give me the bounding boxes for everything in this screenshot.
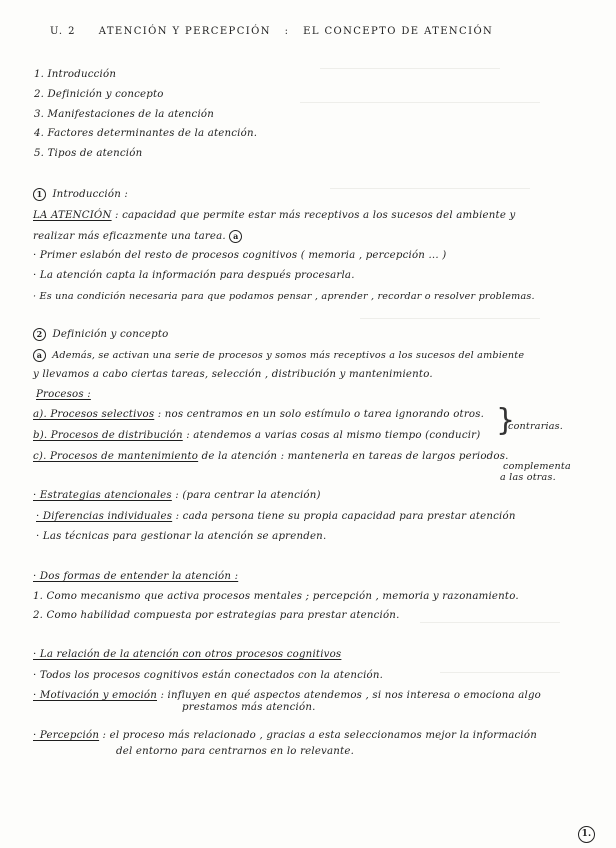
section-2-heading [33,328,168,341]
process-description: de la atención : mantenerla en tareas de largos periodos. [201,451,509,462]
bullet-point: · La atención capta la información para después procesarla. [33,270,355,281]
relation-continuation: prestamos más atención. [182,702,316,713]
process-description: : atendemos a varias cosas al mismo tiempo (conducir) [186,430,481,441]
form-item: 2. Como habilidad compuesta por estrategias para prestar atención. [33,610,400,621]
section-1-heading [33,188,128,201]
bleed-through-line [440,672,560,673]
side-annotation: a las otras. [500,472,556,483]
definition-text: : capacidad que permite estar más receptivos a los sucesos del ambiente y [115,210,516,221]
relation-item [33,730,537,741]
relation-item: · Todos los procesos cognitivos están conectados con la atención. [33,670,384,681]
bleed-through-line [320,68,500,69]
relation-name: · Percepción [33,730,100,741]
header-separator: : [284,26,290,37]
bullet-point: · Es una condición necesaria para que podamos pensar , aprender , recordar o resolver problemas. [33,291,535,302]
term-atencion: LA ATENCIÓN [33,210,112,221]
page-header [50,26,493,37]
process-name: b). Procesos de distribución [33,430,183,441]
index-item: 1. Introducción [34,69,117,80]
index-item: 5. Tipos de atención [34,148,143,159]
strategies-note: : (para centrar la atención) [175,490,321,501]
annotation-mark-icon: a [33,349,46,362]
header-subtitle: EL CONCEPTO DE ATENCIÓN [303,26,494,37]
process-item [33,409,484,420]
section-number-circle: 1 [33,188,46,201]
side-annotation: complementa [503,461,571,472]
process-name: c). Procesos de mantenimiento [33,451,199,462]
paragraph-text: Además, se activan una serie de procesos y somos más receptivos a los sucesos del ambiente [52,350,525,361]
bleed-through-line [360,318,540,319]
process-item [33,451,509,462]
form-item: 1. Como mecanismo que activa procesos mentales ; percepción , memoria y razonamiento. [33,591,519,602]
forms-heading: · Dos formas de entender la atención : [33,571,239,582]
relation-description: : influyen en qué aspectos atendemos , si nos interesa o emociona algo [160,690,542,701]
strategy-name: · Diferencias individuales [36,511,173,522]
strategy-description: : cada persona tiene su propia capacidad para prestar atención [175,511,516,522]
annotation-mark-icon: a [229,230,242,243]
paragraph-line: y llevamos a cabo ciertas tareas, selección , distribución y mantenimiento. [33,369,433,380]
page-number [578,826,598,843]
relation-description: : el proceso más relacionado , gracias a esta seleccionamos mejor la información [102,730,537,741]
paragraph-line [33,349,524,362]
index-item: 4. Factores determinantes de la atención. [34,128,258,139]
process-item [33,430,480,441]
index-item: 2. Definición y concepto [34,89,164,100]
definition-continuation [33,230,245,243]
section-2-title: Definición y concepto [52,329,169,340]
relation-name: · Motivación y emoción [33,690,157,701]
strategy-item [36,511,516,522]
unit-label: U. 2 [50,26,76,37]
strategies-title: · Estrategias atencionales [33,490,172,501]
process-name: a). Procesos selectivos [33,409,155,420]
procesos-label: Procesos : [36,389,91,400]
relation-continuation: del entorno para centrarnos en lo relevante. [116,746,355,757]
relation-item [33,690,541,701]
bleed-through-line [300,102,540,103]
brace-annotation: contrarias. [508,421,564,432]
strategies-heading [33,490,321,501]
bleed-through-line [330,188,530,189]
section-1-title: Introducción : [52,189,129,200]
header-title: ATENCIÓN Y PERCEPCIÓN [98,26,271,37]
section-number-circle: 2 [33,328,46,341]
strategy-item: · Las técnicas para gestionar la atención se aprenden. [36,531,327,542]
bleed-through-line [420,622,560,623]
relation-heading: · La relación de la atención con otros procesos cognitivos [33,649,342,660]
index-item: 3. Manifestaciones de la atención [34,109,215,120]
definition-text-2: realizar más eficazmente una tarea. [33,231,226,242]
definition-line [33,210,515,221]
bullet-point: · Primer eslabón del resto de procesos cognitivos ( memoria , percepción ... ) [33,250,447,261]
process-description: : nos centramos en un solo estímulo o tarea ignorando otros. [157,409,485,420]
page-number-circle: 1. [578,826,595,843]
curly-brace-icon: } [496,403,516,438]
